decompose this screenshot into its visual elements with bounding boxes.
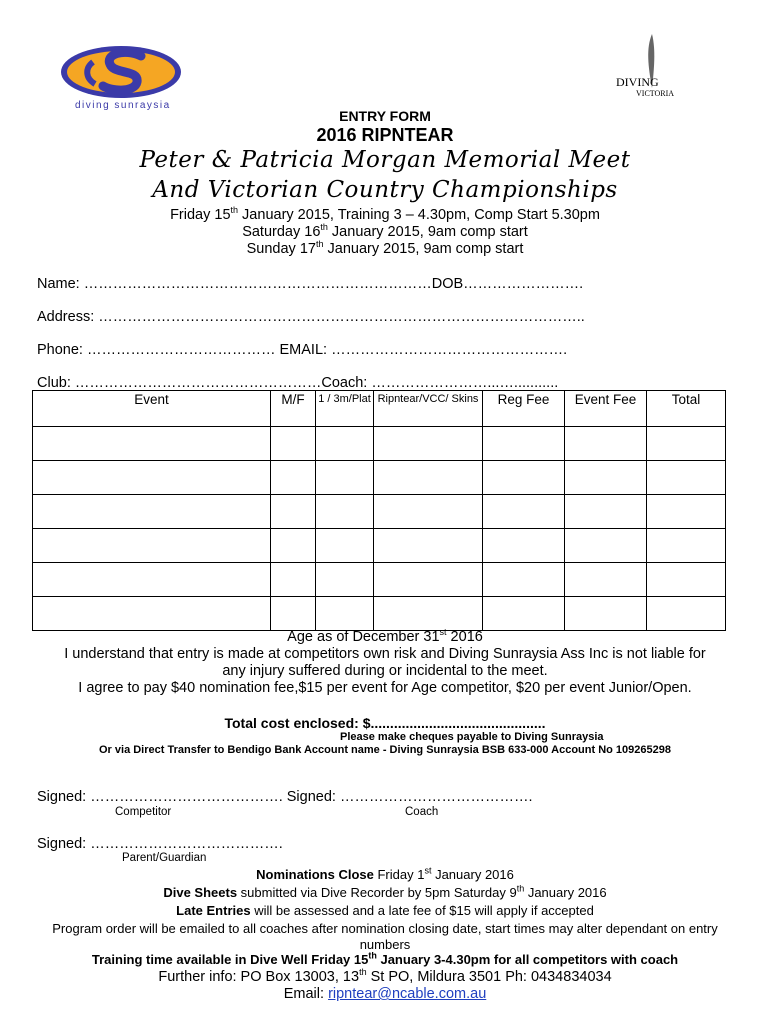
diving-sunraysia-logo: [55, 42, 190, 114]
table-cell[interactable]: [33, 427, 271, 461]
table-cell[interactable]: [565, 563, 647, 597]
table-row: [33, 597, 726, 631]
date-sunday-b: January 2015, 9am comp start: [323, 241, 524, 257]
competitor-label: Competitor: [115, 806, 172, 818]
table-cell[interactable]: [647, 461, 726, 495]
terms-line3: I agree to pay $40 nomination fee,$15 per event for Age competitor, $20 per event Junior/Open.: [78, 680, 692, 696]
late-text: will be assessed and a late fee of $15 will apply if accepted: [250, 903, 594, 918]
table-cell[interactable]: [647, 563, 726, 597]
table-cell[interactable]: [374, 495, 483, 529]
table-cell[interactable]: [271, 495, 316, 529]
further-a: Further info: PO Box 13003, 13: [158, 969, 360, 985]
table-cell[interactable]: [271, 427, 316, 461]
table-cell[interactable]: [33, 495, 271, 529]
table-cell[interactable]: [374, 563, 483, 597]
table-cell[interactable]: [647, 597, 726, 631]
age-sup: st: [439, 627, 447, 638]
signature-line-competitor-coach[interactable]: Signed: …………………………………. Signed: ………………………………….: [37, 789, 533, 805]
date-friday-sup: th: [230, 205, 239, 216]
table-cell[interactable]: [271, 597, 316, 631]
email-link[interactable]: ripntear@ncable.com.au: [328, 986, 487, 1002]
further-b: St PO, Mildura 3501 Ph: 0434834034: [366, 969, 612, 985]
date-friday-b: January 2015, Training 3 – 4.30pm, Comp Start 5.30pm: [238, 207, 600, 223]
terms-line1: I understand that entry is made at competitors own risk and Diving Sunraysia Ass Inc is not liable for: [64, 646, 706, 662]
table-cell[interactable]: [483, 495, 565, 529]
meet-title-line1: Peter & Patricia Morgan Memorial Meet: [139, 147, 631, 173]
table-cell[interactable]: [271, 461, 316, 495]
table-cell[interactable]: [316, 495, 374, 529]
table-cell[interactable]: [483, 461, 565, 495]
header-event: Event: [33, 391, 271, 427]
table-row: [33, 563, 726, 597]
nominations-a: Friday 1: [373, 867, 425, 882]
dive-sheets: [0, 885, 770, 901]
table-row: [33, 495, 726, 529]
header-reg-fee: Reg Fee: [483, 391, 565, 427]
date-line-saturday: [0, 224, 770, 240]
header-competition: Ripntear/VCC/ Skins: [374, 391, 483, 427]
table-cell[interactable]: [565, 427, 647, 461]
age-b: 2016: [446, 629, 483, 645]
nominations-sup: st: [424, 865, 432, 876]
date-sunday-sup: th: [315, 239, 324, 250]
table-cell[interactable]: [316, 563, 374, 597]
training-time: [0, 952, 770, 968]
late-entries: [0, 903, 770, 919]
table-cell[interactable]: [316, 529, 374, 563]
nominations-bold: Nominations Close: [256, 867, 374, 882]
date-saturday-a: Saturday 16: [242, 224, 321, 240]
transfer-note: Or via Direct Transfer to Bendigo Bank Account name - Diving Sunraysia BSB 633-000 Account No 109265298: [99, 744, 671, 756]
training-sup: th: [368, 950, 377, 961]
training-a: Training time available in Dive Well Friday 15: [91, 952, 369, 967]
diving-victoria-logo: [612, 30, 692, 110]
email-label: Email:: [283, 986, 329, 1002]
table-cell[interactable]: [33, 563, 271, 597]
age-as-of: [0, 629, 770, 646]
logo-left-text: diving sunraysia: [75, 100, 171, 111]
dive-sup: th: [516, 883, 525, 894]
table-row: [33, 461, 726, 495]
logo-right-text-top: DIVING: [616, 75, 659, 89]
table-cell[interactable]: [374, 597, 483, 631]
header-total: Total: [647, 391, 726, 427]
table-cell[interactable]: [483, 529, 565, 563]
table-cell[interactable]: [316, 461, 374, 495]
date-line-sunday: [0, 241, 770, 257]
address-field[interactable]: Address: ………………………………………………………………………………………..: [37, 309, 585, 325]
total-cost-field[interactable]: Total cost enclosed: $.............................................: [224, 715, 546, 731]
table-row: [33, 427, 726, 461]
date-friday-a: Friday 15: [170, 207, 231, 223]
further-info: [0, 969, 770, 985]
table-cell[interactable]: [565, 495, 647, 529]
date-sunday-a: Sunday 17: [246, 241, 316, 257]
header-event-fee: Event Fee: [565, 391, 647, 427]
events-table: [32, 390, 726, 631]
table-header-row: [33, 391, 726, 427]
dive-bold: Dive Sheets: [163, 885, 238, 900]
table-cell[interactable]: [565, 597, 647, 631]
table-cell[interactable]: [374, 461, 483, 495]
late-bold: Late Entries: [176, 903, 251, 918]
table-cell[interactable]: [565, 461, 647, 495]
entry-form-label: ENTRY FORM: [339, 108, 431, 124]
training-b: January 3-4.30pm for all competitors with coach: [376, 952, 679, 967]
date-saturday-b: January 2015, 9am comp start: [327, 224, 528, 240]
table-row: [33, 529, 726, 563]
further-sup: th: [359, 967, 367, 978]
table-cell[interactable]: [647, 427, 726, 461]
nominations-b: January 2016: [431, 867, 514, 882]
table-cell[interactable]: [565, 529, 647, 563]
signature-line-parent[interactable]: Signed: ………………………………….: [37, 836, 283, 852]
header-mf: M/F: [271, 391, 316, 427]
table-cell[interactable]: [647, 529, 726, 563]
dive-a: submitted via Dive Recorder by 5pm Saturday 9: [237, 885, 517, 900]
table-cell[interactable]: [271, 529, 316, 563]
table-cell[interactable]: [33, 597, 271, 631]
table-cell[interactable]: [374, 529, 483, 563]
table-cell[interactable]: [316, 427, 374, 461]
age-a: Age as of December 31: [287, 629, 440, 645]
nominations-close: [0, 867, 770, 883]
meet-title-line2: And Victorian Country Championships: [152, 177, 618, 203]
table-cell[interactable]: [374, 427, 483, 461]
program-order: Program order will be emailed to all coaches after nomination closing date, start times may alter dependant on entry numbers: [52, 921, 718, 952]
table-cell[interactable]: [33, 461, 271, 495]
table-cell[interactable]: [483, 427, 565, 461]
cheque-note: Please make cheques payable to Diving Sunraysia: [340, 731, 604, 743]
logo-right-text-bottom: VICTORIA: [636, 89, 675, 98]
table-cell[interactable]: [647, 495, 726, 529]
event-name: 2016 RIPNTEAR: [316, 125, 454, 145]
dive-b: January 2016: [524, 885, 607, 900]
email-line: [0, 986, 770, 1002]
table-cell[interactable]: [33, 529, 271, 563]
table-cell[interactable]: [316, 597, 374, 631]
table-cell[interactable]: [483, 597, 565, 631]
phone-email-field[interactable]: Phone: ………………………………… EMAIL: ………………………………………….: [37, 342, 568, 358]
coach-label: Coach: [405, 806, 439, 818]
table-cell[interactable]: [271, 563, 316, 597]
date-saturday-sup: th: [320, 222, 328, 233]
terms-line2: any injury suffered during or incidental to the meet.: [222, 663, 548, 679]
date-line-friday: [0, 207, 770, 223]
club-coach-field[interactable]: Club: ……………………………………………Coach: ……………………...…...........: [37, 375, 559, 391]
name-dob-field[interactable]: Name: ………………………………………………………………DOB…………………….: [37, 276, 584, 292]
table-cell[interactable]: [483, 563, 565, 597]
parent-guardian-label: Parent/Guardian: [122, 852, 207, 864]
header-board: 1 / 3m/Plat: [316, 391, 374, 427]
